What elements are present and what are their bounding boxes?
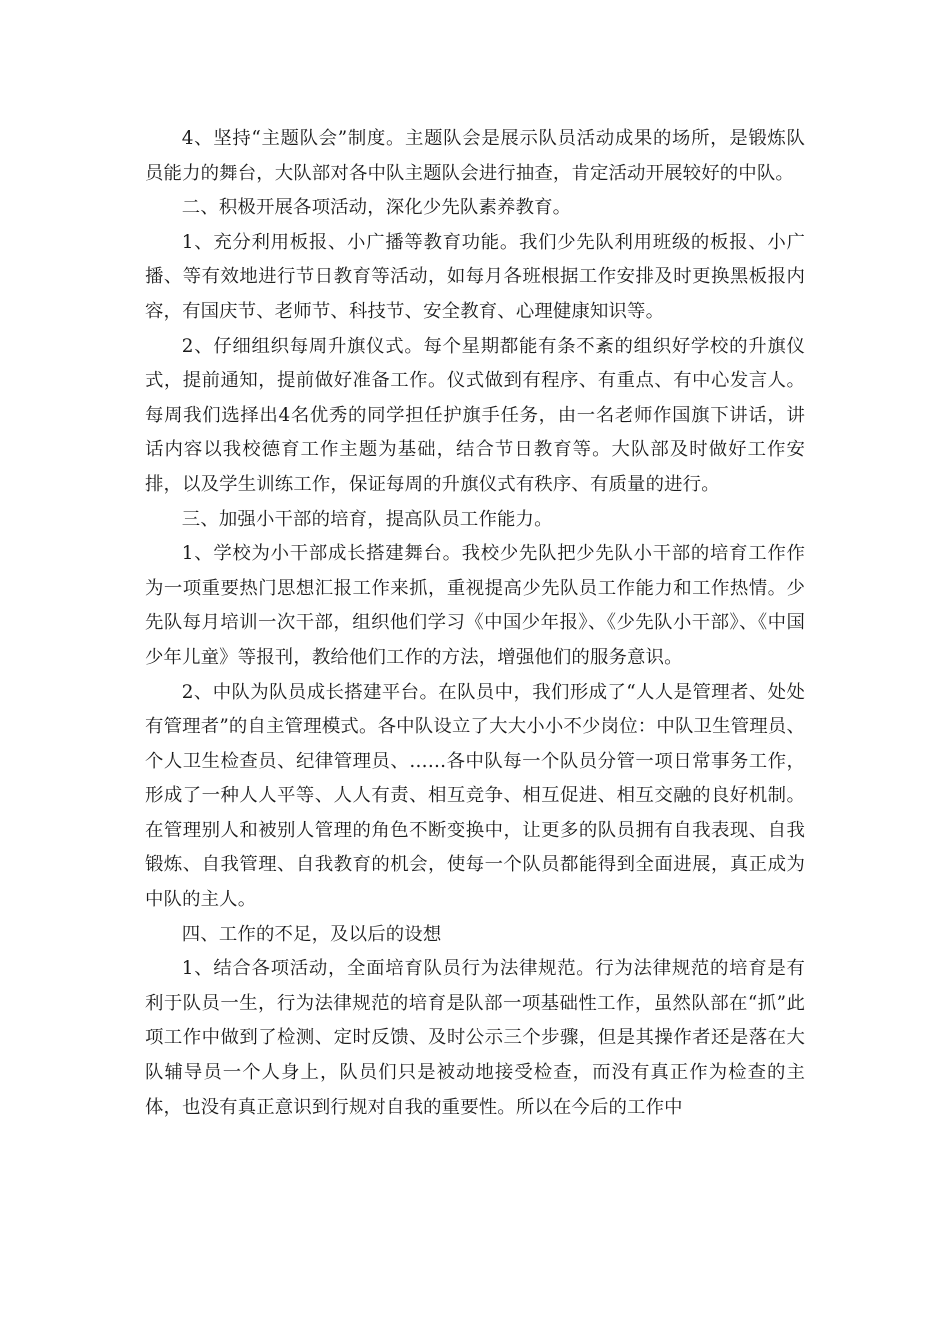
heading-section-four: 四、工作的不足，及以后的设想: [181, 923, 442, 945]
paragraph-blackboard: 1、充分利用板报、小广播等教育功能。我们少先队利用班级的板报、小广播、等有效地进行节日教育等活动，如每月各班根据工作安排及时更换黑板报内容，有国庆节、老师节、科技节、安全教育、心理健康知识等。: [145, 231, 805, 322]
heading-section-three: 三、加强小干部的培育，提高队员工作能力。: [181, 508, 553, 530]
heading-section-two: 二、积极开展各项活动，深化少先队素养教育。: [181, 197, 572, 219]
paragraph-theme-meeting: 4、坚持“主题队会”制度。主题队会是展示队员活动成果的场所，是锻炼队员能力的舞台，大队部对各中队主题队会进行抽查，肯定活动开展较好的中队。: [145, 128, 805, 184]
paragraph-cadre-training: 1、学校为小干部成长搭建舞台。我校少先队把少先队小干部的培育工作作为一项重要热门思想汇报工作来抓，重视提高少先队员工作能力和工作热情。少先队每月培训一次干部，组织他们学习《中国少年报》、《少先队小干部》、《中国少年儿童》等报刊，教给他们工作的方法，增强他们的服务意识。: [145, 543, 805, 668]
paragraph-behavior-norms: 1、结合各项活动，全面培育队员行为法律规范。行为法律规范的培育是有利于队员一生，行为法律规范的培育是队部一项基础性工作，虽然队部在“抓”此项工作中做到了检测、定时反馈、及时公示三个步骤，但是其操作者还是落在大队辅导员一个人身上，队员们只是被动地接受检查，而没有真正作为检查的主体，也没有真正意识到行规对自我的重要性。所以在今后的工作中: [145, 958, 805, 1118]
paragraph-self-management: 2、中队为队员成长搭建平台。在队员中，我们形成了“人人是管理者、处处有管理者”的自主管理模式。各中队设立了大大小小不少岗位：中队卫生管理员、个人卫生检查员、纪律管理员、……各中队每一个队员分管一项日常事务工作，形成了一种人人平等、人人有责、相互竞争、相互促进、相互交融的良好机制。在管理别人和被别人管理的角色不断变换中，让更多的队员拥有自我表现、自我锻炼、自我管理、自我教育的机会，使每一个队员都能得到全面进展，真正成为中队的主人。: [145, 681, 805, 911]
paragraph-flag-ceremony: 2、仔细组织每周升旗仪式。每个星期都能有条不紊的组织好学校的升旗仪式，提前通知，提前做好准备工作。仪式做到有程序、有重点、有中心发言人。每周我们选择出4名优秀的同学担任护旗手任务，由一名老师作国旗下讲话，讲话内容以我校德育工作主题为基础，结合节日教育等。大队部及时做好工作安排，以及学生训练工作，保证每周的升旗仪式有秩序、有质量的进行。: [145, 335, 805, 495]
document-body: [145, 122, 805, 1125]
